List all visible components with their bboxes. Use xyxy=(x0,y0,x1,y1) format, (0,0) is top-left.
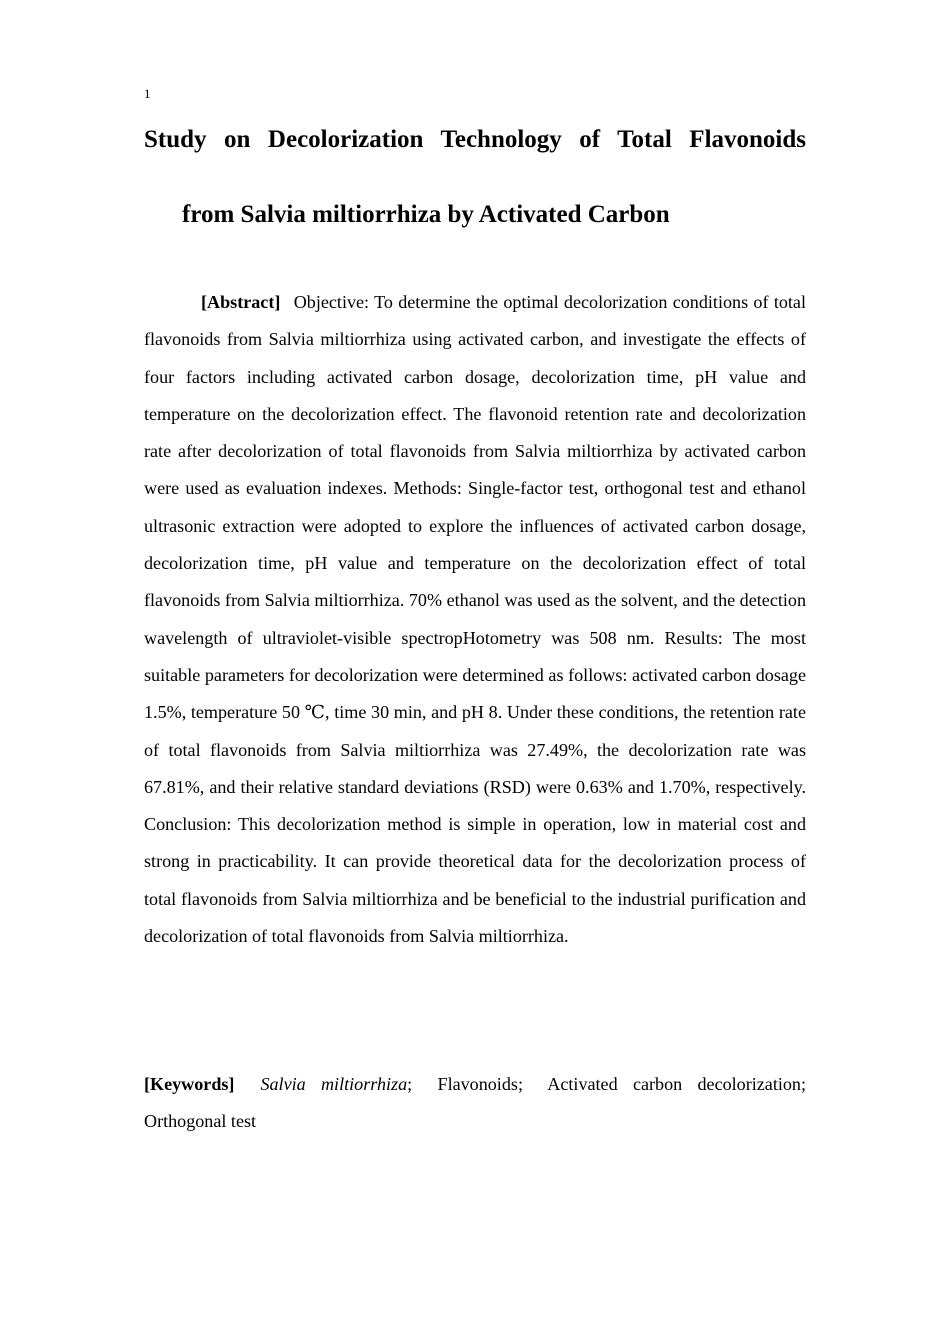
paper-title xyxy=(144,118,806,237)
title-line-1: Study on Decolorization Technology of Total Flavonoids xyxy=(144,126,806,153)
keyword-item: Orthogonal test xyxy=(144,1111,257,1132)
keyword-separator: ; xyxy=(800,1074,807,1094)
keyword-separator: ; xyxy=(517,1074,523,1094)
abstract-label: [Abstract] xyxy=(201,292,281,312)
abstract-text: Objective: To determine the optimal decolorization conditions of total flavonoids from Salvia miltiorrhiza using activated carbon, and investigate the effects of four factors including activated carbon dosage, decolorization time, pH value and temperature on the decolorization effect. The flavonoid retention rate and decolorization rate after decolorization of total flavonoids from Salvia miltiorrhiza by activated carbon were used as evaluation indexes. Methods: Single-factor test, orthogonal test and ethanol ultrasonic extraction were adopted to explore the influences of activated carbon dosage, decolorization time, pH value and temperature on the decolorization effect of total flavonoids from Salvia miltiorrhiza. 70% ethanol was used as the solvent, and the detection wavelength of ultraviolet-visible spectropHotometry was 508 nm. Results: The most suitable parameters for decolorization were determined as follows: activated carbon dosage 1.5%, temperature 50 ℃, time 30 min, and pH 8. Under these conditions, the retention rate of total flavonoids from Salvia miltiorrhiza was 27.49%, the decolorization rate was 67.81%, and their relative standard deviations (RSD) were 0.63% and 1.70%, respectively. Conclusion: This decolorization method is simple in operation, low in material cost and strong in practicability. It can provide theoretical data for the decolorization process of total flavonoids from Salvia miltiorrhiza and be beneficial to the industrial purification and decolorization of total flavonoids from Salvia miltiorrhiza. xyxy=(144,292,806,947)
keyword-item: Activated carbon decolorization xyxy=(547,1074,801,1094)
keyword-separator: ; xyxy=(407,1074,413,1094)
abstract-paragraph xyxy=(144,284,806,955)
page-number: 1 xyxy=(144,86,151,101)
keywords-paragraph xyxy=(144,1066,806,1141)
keywords-label: [Keywords] xyxy=(144,1074,235,1094)
keyword-item: Flavonoids xyxy=(437,1074,518,1094)
keyword-item: Salvia miltiorrhiza xyxy=(260,1074,408,1094)
title-line-2: from Salvia miltiorrhiza by Activated Carbon xyxy=(182,201,670,228)
